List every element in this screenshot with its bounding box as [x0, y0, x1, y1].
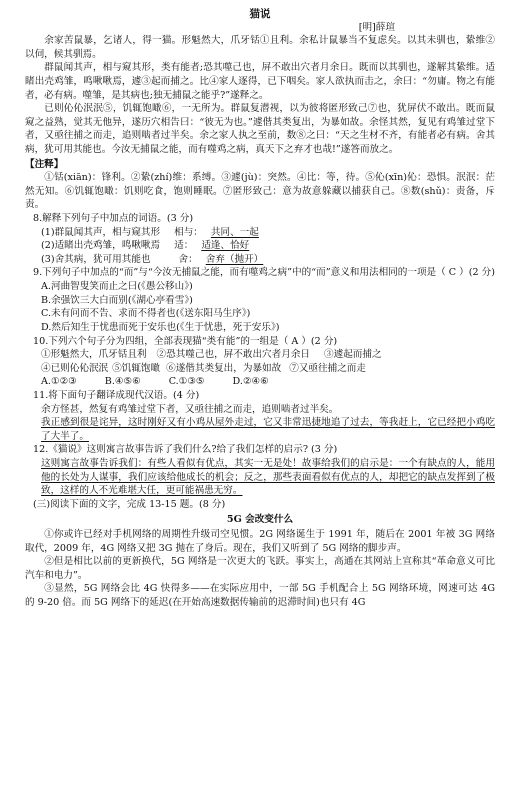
q8-word: 相与：: [174, 226, 203, 238]
question-10: 10.下列六个句子分为四组，全部表现猫“类有能”的一组是（ A ）(2 分): [33, 335, 338, 347]
q10-items-row: [41, 348, 495, 362]
q10-item: ②恐其噬己也，屏不敢出穴者月余日: [156, 349, 311, 361]
q8-answer: 适逢、恰好: [201, 240, 250, 252]
q8-word: 适：: [174, 240, 194, 252]
question-11: 11.将下面句子翻译成现代汉语。(4 分): [33, 389, 200, 401]
q9-option: B.余强饮三大白而别(《湖心亭看雪》): [41, 294, 193, 306]
q10-option: C.①③⑤: [168, 376, 205, 388]
article-paragraph: ③显然，5G 网络会比 4G 快得多——在实际应用中，一部 5G 手机配合上 5G 网络环境，网速可达 4G 的 9-20 倍。而 5G 网络下的延迟(在开始高速数据传输前的迟滞时间)也只有 4G: [25, 583, 495, 609]
q8-word: 舍：: [178, 253, 198, 265]
q10-option: A.①②③: [41, 376, 77, 388]
author: [明]薛瑄: [358, 21, 395, 33]
q10-option: B.④⑤⑥: [104, 376, 141, 388]
page-title: 猫说: [249, 8, 271, 20]
q10-item: ⑦又亟往捕之而走: [289, 362, 366, 374]
notes-heading: 【注释】: [25, 158, 64, 170]
article-paragraph: ②但是相比以前的更新换代，5G 网络是一次更大的飞跃。事实上，高通在其网站上宣称其“革命意义可比汽车和电力”。: [25, 556, 495, 581]
q11-sentence: 余方怪甚，然复有鸡雏过堂下者，又亟往捕之而走，追则啮者过半矣。: [41, 403, 339, 415]
article-title: 5G 会改变什么: [226, 514, 294, 526]
passage-paragraph: 已则伈伈泯泯⑤，饥辄饱噉⑥，一无所为。群鼠复潜视，以为彼将匿形致己⑦也，犹屏伏不敢出。既而鼠窥之益熟，觉其无他异，遂历穴相告曰：“彼无为也。”遽偕其类复出，为暴如故。余怪其然，复见有鸡雏过堂下者，又亟往捕之而走，追则啮者过半矣。余之家人执之至前，数⑧之曰：“天之生材不齐，有能者必有病。舍其病，犹可用其能也。今汝无捕鼠之能，而有噬鸡之病，真天下之弃才也哉!”遂答而放之。: [25, 103, 495, 155]
q10-item: ③遽起而捕之: [324, 349, 382, 361]
q8-item: [41, 253, 495, 267]
q10-option: D.②④⑥: [232, 376, 269, 388]
q8-sentence: (1)群鼠闻其声，相与窥其形: [41, 226, 161, 238]
section-3-heading: (三)阅读下面的文字，完成 13-15 题。(8 分): [33, 498, 226, 510]
q12-answer: 这则寓言故事告诉我们：有些人看似有优点，其实一无是处！故事给我们的启示是：一个有缺点的人，能用他的长处为人谋事，我们应该给他成长的机会；反之，那些表面看似有优点的人，却把它的缺点发挥到了极致，这样的人不光难堪大任，更可能祸患无穷。: [41, 458, 495, 497]
q8-item: [41, 226, 495, 240]
q8-sentence: (2)适睹出壳鸡雏，鸣啾啾焉: [41, 240, 161, 252]
q9-option: C.未有问而不告、求而不得者也(《送东阳马生序》): [41, 308, 251, 320]
question-9: 9.下列句子中加点的“而”与“今汝无捕鼠之能，而有噬鸡之病”中的“而”意义和用法相同的一项是（ C ）(2 分): [33, 267, 496, 279]
q10-item: ⑤饥辄饱噉: [112, 362, 161, 374]
passage-paragraph: 余家苦鼠暴，乞诸人，得一猫。形魁然大，爪牙铦①且利。余私计鼠暴当不复虑矣。以其未驯也，絷维②以伺，候其驯焉。: [25, 35, 495, 60]
q10-item: ④已则伈伈泯泯: [41, 362, 109, 374]
q10-item: ①形魁然大，爪牙铦且利: [41, 349, 147, 361]
passage-paragraph: 群鼠闻其声，相与窥其形，类有能者;恐其噬己也，屏不敢出穴者月余日。既而以其驯也，遂解其絷维。适睹出壳鸡雏，鸣啾啾焉，遽③起而捕之。比④家人逐得，已下咽矣。家人欲执而击之，余曰：“勿庸。物之有能者，必有病。噬雏，是其病也;独无捕鼠之能乎?”遂释之。: [25, 62, 495, 101]
question-12: 12.《猫说》这则寓言故事告诉了我们什么?给了我们怎样的启示? (3 分): [33, 444, 338, 456]
q10-options-row: [41, 375, 495, 389]
q10-item: ⑥遂偕其类复出，为暴如故: [166, 362, 282, 374]
article-paragraph: ①你或许已经对手机网络的周期性升级司空见惯。2G 网络诞生于 1991 年，随后在 2001 年被 3G 网络取代，2009 年，4G 网络又把 3G 抛在了身后。现在，我们又听到了 5G 网络的脚步声。: [25, 529, 495, 554]
q8-sentence: (3)舍其病，犹可用其能也: [41, 253, 151, 265]
q8-answer: 共同、一起: [210, 226, 259, 238]
q10-items-row: [41, 362, 495, 376]
question-8: 8.解释下列句子中加点的词语。(3 分): [33, 213, 194, 225]
q9-option: D.然后知生于忧患而死于安乐也(《生于忧患，死于安乐》): [41, 321, 280, 333]
q9-option: A.河曲智叟笑而止之曰(《愚公移山》): [41, 281, 193, 293]
notes-text: ①铦(xiān)：锋利。②絷(zhí)维：系缚。③遽(jù)：突然。④比：等，待。⑤伈(xīn)伈：恐惧。泯泯：茫然无知。⑥饥辄饱噉：饥则吃食，饱则睡眠。⑦匿形致己：意为故意躲藏以捕获自己。⑧数(shǔ)：责备，斥责。: [25, 172, 495, 211]
q11-answer: 我正感到很是诧异，这时刚好又有小鸡从屋外走过，它又非常迅捷地追了过去，等我赶上，它已经把小鸡吃了大半了。: [41, 417, 495, 442]
q8-answer: 舍弃（抛开）: [205, 253, 264, 265]
q8-item: [41, 239, 495, 253]
